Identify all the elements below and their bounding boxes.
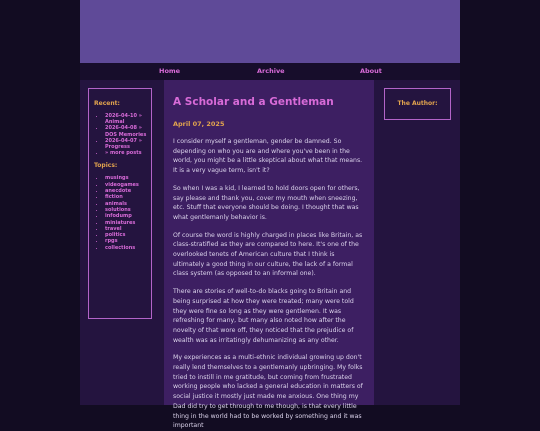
topic-link[interactable]: miniatures [105, 219, 136, 226]
recent-heading: Recent: [94, 100, 120, 107]
post-paragraph: I consider myself a gentleman, gender be damned. So depending on who you are and where you've been in the world, you might be a little skeptical about what that means. It is a very vague term, isn't it? [173, 138, 363, 175]
recent-item [105, 150, 147, 156]
recent-link[interactable]: 2026-04-10 » Animal [105, 113, 142, 126]
left-sidebar [88, 88, 152, 319]
topic-link[interactable]: travel [105, 225, 122, 232]
post-paragraph: So when I was a kid, I learned to hold doors open for others, say please and thank you, cover my mouth when sneezing, etc. Stuff that everyone should be doing. I thought that was what gentlemanly behavior is. [173, 184, 360, 221]
nav-home-link[interactable]: Home [159, 67, 181, 75]
post-body [173, 137, 367, 431]
post-paragraph: Of course the word is highly charged in places like Britain, as class-stratified as they are compared to here. It's one of the overlooked tenets of American culture that I think is ultimately a good thing in our culture, the lack of a formal class system (as opposed to an informal one). [173, 231, 363, 278]
post-title: A Scholar and a Gentleman [173, 96, 334, 108]
topic-link[interactable]: videogames [105, 181, 139, 188]
recent-list [94, 113, 147, 156]
topic-link[interactable]: rpgs [105, 238, 118, 245]
topic-link[interactable]: collections [105, 244, 136, 251]
nav-archive-link[interactable]: Archive [257, 67, 285, 75]
topic-link[interactable]: solutions [105, 206, 131, 213]
topic-link[interactable]: infodump [105, 213, 132, 220]
page [80, 0, 460, 430]
recent-item [105, 113, 147, 125]
topic-link[interactable]: fiction [105, 194, 123, 201]
header-banner [80, 0, 460, 63]
topic-item [105, 245, 147, 251]
recent-link[interactable]: 2026-04-08 » DOS Memories [105, 125, 147, 138]
nav-about-link[interactable]: About [360, 67, 382, 75]
post-article [164, 80, 374, 430]
more-posts-link[interactable]: » more posts [105, 150, 142, 157]
nav-bar [80, 63, 460, 80]
post-paragraph: There are stories of well-to-do blacks going to Britain and being surprised at how they were treated; many were told they were fine so long as they were gentlemen. It was refreshing for many, but many also noted how after the novelty of that wore off, they noticed that the prejudice of wealth was as irritatingly dehumanizing as any other. [173, 288, 354, 344]
topic-link[interactable]: musings [105, 175, 129, 182]
recent-link[interactable]: 2026-04-07 » Progress [105, 137, 142, 151]
author-sidebar [384, 88, 451, 120]
topics-list [94, 175, 147, 251]
recent-item [105, 125, 147, 137]
content-area [80, 80, 460, 430]
topic-link[interactable]: anecdote [105, 188, 132, 195]
post-paragraph: My experiences as a multi-ethnic individual growing up don't really lend themselves to a gentlemanly upbringing. My folks tried to instill in me gratitude, but coming from frustrated working people who lacked a general education in matters of social justice it mostly just made me anxious. One thing my Dad did try to get through to me though, is that every little thing in the world had to be worked by something and it was important [173, 354, 363, 430]
author-heading: The Author: [397, 100, 438, 107]
post-date: April 07, 2025 [173, 120, 225, 128]
topic-link[interactable]: politics [105, 232, 126, 239]
topic-link[interactable]: animals [105, 200, 127, 207]
recent-item [105, 138, 147, 150]
topics-heading: Topics: [94, 162, 118, 170]
